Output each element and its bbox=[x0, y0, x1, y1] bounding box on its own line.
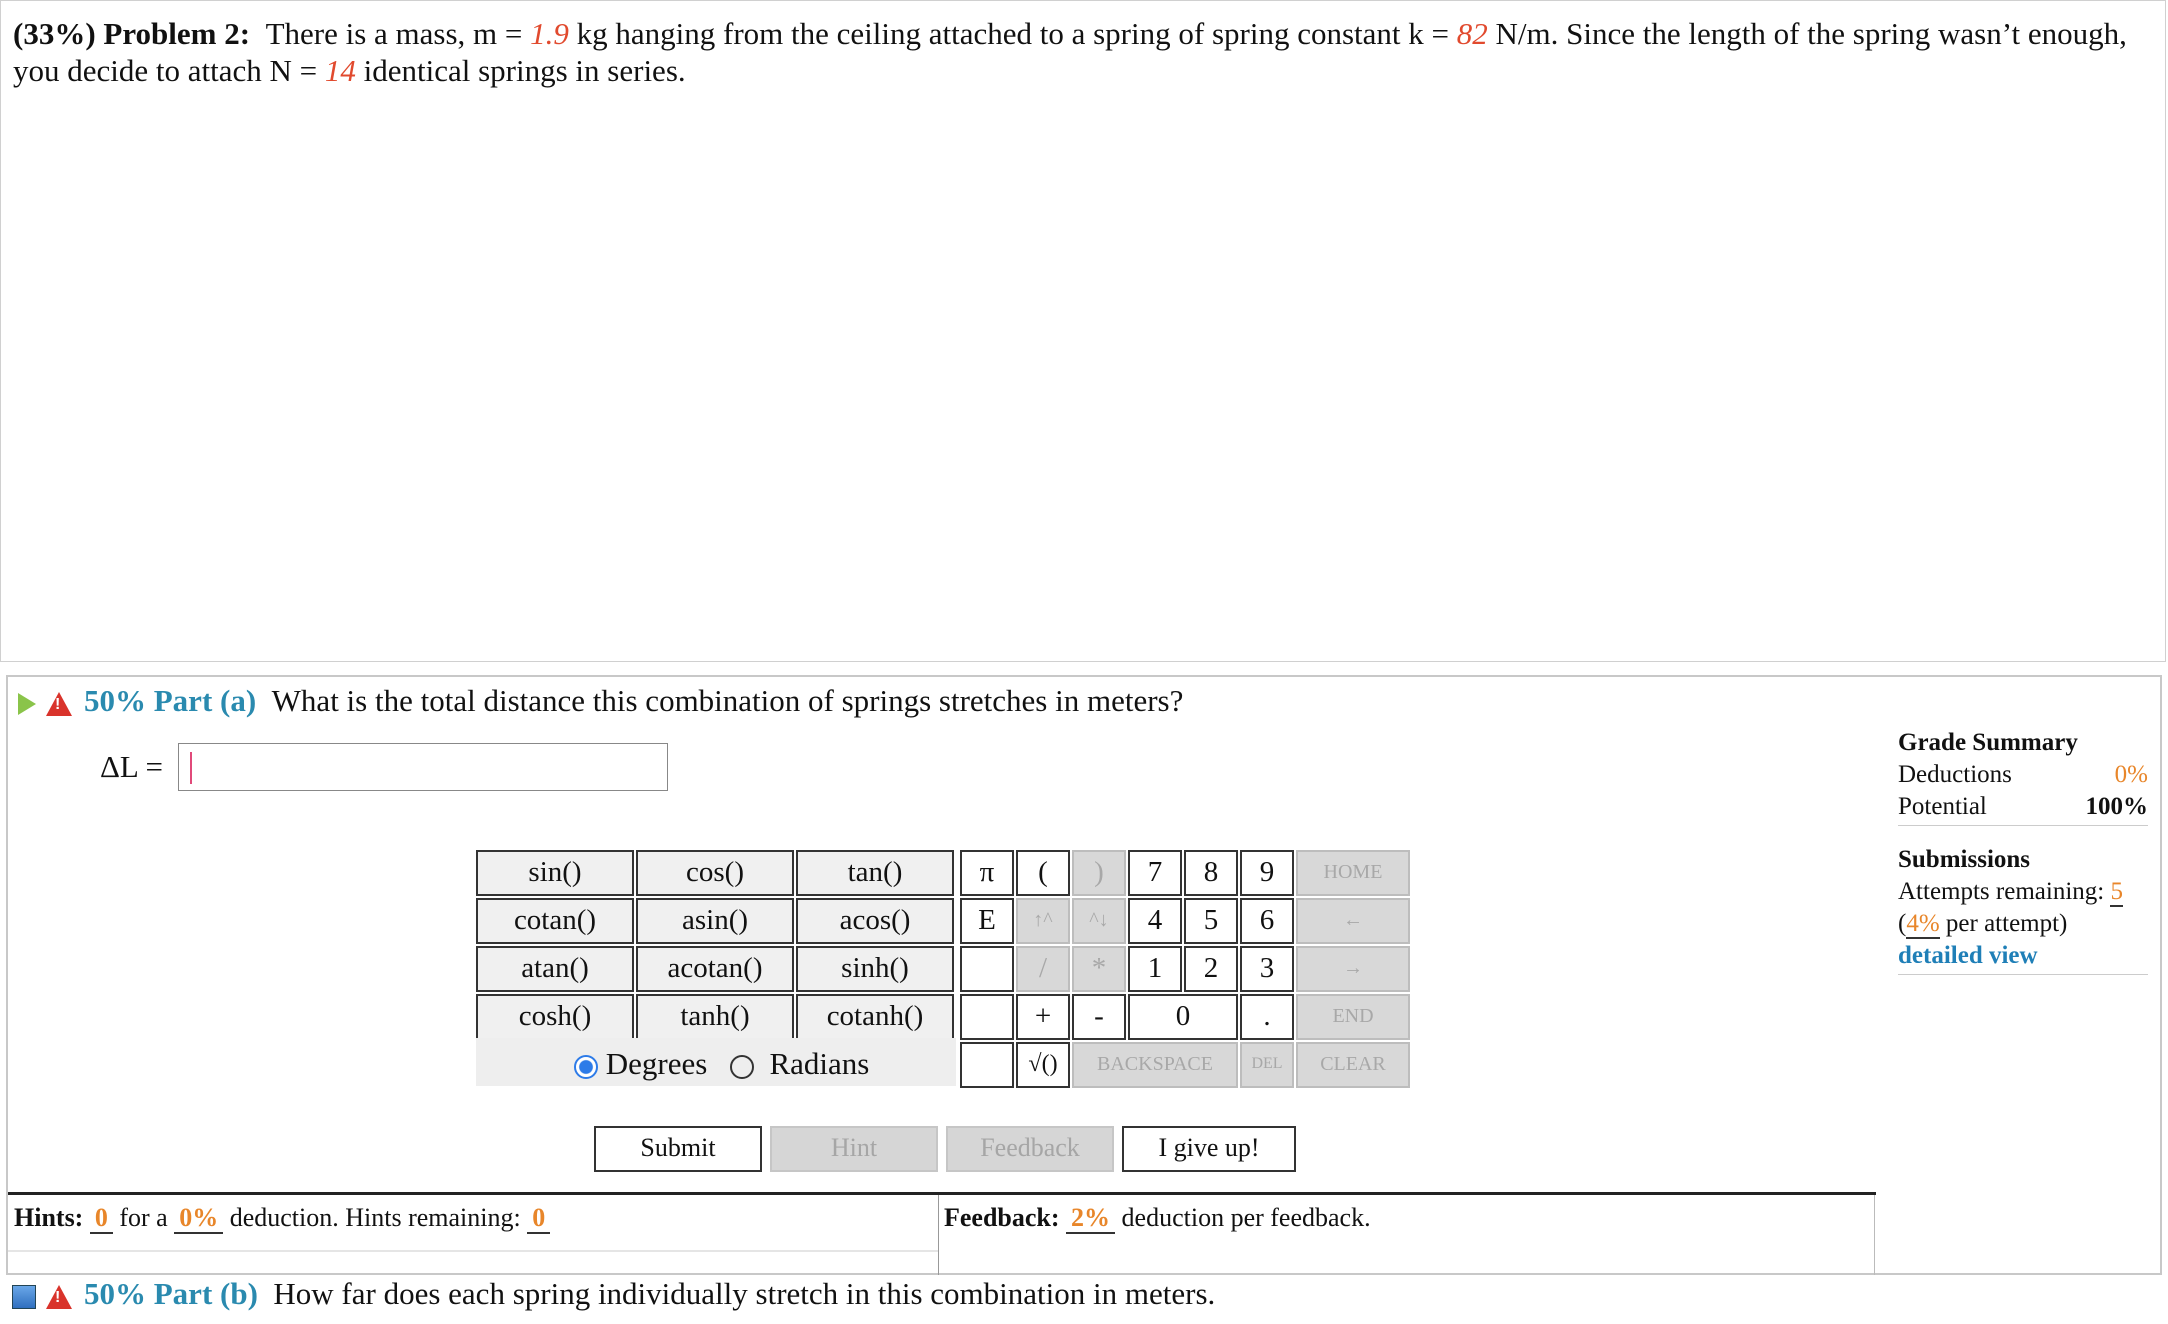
per-attempt-value: 4% bbox=[1906, 910, 1940, 937]
end-button[interactable]: END bbox=[1296, 994, 1410, 1040]
sin-button[interactable]: sin() bbox=[476, 850, 634, 896]
answer-label: ΔL = bbox=[100, 749, 163, 784]
problem-text-part: N/m. Since the length of the spring wasn’t enough, you decide to attach N = bbox=[13, 16, 2127, 88]
grade-summary-title: Grade Summary bbox=[1898, 729, 2078, 756]
radio-unselected-icon[interactable] bbox=[730, 1055, 754, 1079]
right-paren-button[interactable]: ) bbox=[1072, 850, 1126, 896]
play-icon[interactable] bbox=[18, 693, 36, 715]
blank-key bbox=[960, 1042, 1014, 1088]
digit-7-button[interactable]: 7 bbox=[1128, 850, 1182, 896]
hint-button[interactable]: Hint bbox=[770, 1126, 938, 1172]
angle-mode-selector bbox=[476, 1038, 956, 1086]
digit-4-button[interactable]: 4 bbox=[1128, 898, 1182, 944]
hints-count: 0 bbox=[90, 1203, 113, 1234]
blank-key bbox=[960, 994, 1014, 1040]
part-a-label: 50% Part (a) bbox=[84, 683, 257, 718]
radians-label: Radians bbox=[769, 1046, 870, 1081]
hints-text: deduction. Hints remaining: bbox=[223, 1203, 528, 1232]
digit-2-button[interactable]: 2 bbox=[1184, 946, 1238, 992]
problem-text bbox=[13, 15, 2153, 89]
tanh-button[interactable]: tanh() bbox=[636, 994, 794, 1040]
digit-8-button[interactable]: 8 bbox=[1184, 850, 1238, 896]
left-paren-button[interactable]: ( bbox=[1016, 850, 1070, 896]
power-down-button[interactable]: ^↓ bbox=[1072, 898, 1126, 944]
divider bbox=[1874, 1195, 1875, 1275]
digit-5-button[interactable]: 5 bbox=[1184, 898, 1238, 944]
cotan-button[interactable]: cotan() bbox=[476, 898, 634, 944]
hints-label: Hints: bbox=[14, 1203, 84, 1232]
feedback-text: deduction per feedback. bbox=[1115, 1203, 1371, 1232]
degrees-label: Degrees bbox=[605, 1046, 708, 1081]
deductions-value: 0% bbox=[2114, 761, 2148, 788]
acos-button[interactable]: acos() bbox=[796, 898, 954, 944]
warning-icon bbox=[46, 1285, 72, 1309]
grade-summary bbox=[1898, 727, 2148, 975]
feedback-info bbox=[944, 1203, 1371, 1233]
delete-button[interactable]: DEL bbox=[1240, 1042, 1294, 1088]
cursor-left-button[interactable]: ← bbox=[1296, 898, 1410, 944]
divide-button[interactable]: / bbox=[1016, 946, 1070, 992]
spring-constant-value: 82 bbox=[1456, 16, 1488, 51]
digit-1-button[interactable]: 1 bbox=[1128, 946, 1182, 992]
problem-weight: (33%) bbox=[13, 16, 96, 51]
attempts-label: Attempts remaining: bbox=[1898, 878, 2105, 905]
digit-0-button[interactable]: 0 bbox=[1128, 994, 1238, 1040]
part-b-header[interactable] bbox=[12, 1276, 1215, 1312]
potential-value: 100% bbox=[2085, 793, 2148, 820]
submit-button[interactable]: Submit bbox=[594, 1126, 762, 1172]
potential-label: Potential bbox=[1898, 793, 1987, 820]
text-caret bbox=[190, 752, 192, 784]
mass-value: 1.9 bbox=[530, 16, 569, 51]
radians-option[interactable] bbox=[730, 1046, 869, 1082]
hint-deduction: 0% bbox=[174, 1203, 223, 1234]
radio-selected-icon[interactable] bbox=[574, 1055, 598, 1079]
cosh-button[interactable]: cosh() bbox=[476, 994, 634, 1040]
attempts-value: 5 bbox=[2110, 878, 2123, 905]
answer-input[interactable] bbox=[178, 743, 668, 791]
power-up-button[interactable]: ↑^ bbox=[1016, 898, 1070, 944]
divider bbox=[8, 1250, 938, 1252]
cotanh-button[interactable]: cotanh() bbox=[796, 994, 954, 1040]
give-up-button[interactable]: I give up! bbox=[1122, 1126, 1296, 1172]
multiply-button[interactable]: * bbox=[1072, 946, 1126, 992]
problem-statement-panel bbox=[0, 0, 2166, 662]
hints-text: for a bbox=[112, 1203, 175, 1232]
document-icon[interactable] bbox=[12, 1285, 36, 1309]
atan-button[interactable]: atan() bbox=[476, 946, 634, 992]
problem-text-part: There is a mass, m = bbox=[265, 16, 531, 51]
digit-9-button[interactable]: 9 bbox=[1240, 850, 1294, 896]
part-a-header bbox=[18, 683, 1183, 719]
problem-text-part: identical springs in series. bbox=[355, 53, 686, 88]
sqrt-button[interactable]: √() bbox=[1016, 1042, 1070, 1088]
home-button[interactable]: HOME bbox=[1296, 850, 1410, 896]
divider bbox=[1898, 974, 2148, 975]
asin-button[interactable]: asin() bbox=[636, 898, 794, 944]
sinh-button[interactable]: sinh() bbox=[796, 946, 954, 992]
part-a-question: What is the total distance this combination of springs stretches in meters? bbox=[271, 683, 1184, 718]
part-b-question: How far does each spring individually stretch in this combination in meters. bbox=[273, 1276, 1216, 1311]
problem-title: Problem 2: bbox=[103, 16, 251, 51]
warning-icon bbox=[46, 692, 72, 716]
hints-info bbox=[14, 1203, 550, 1233]
tan-button[interactable]: tan() bbox=[796, 850, 954, 896]
spring-count-value: 14 bbox=[324, 53, 356, 88]
part-b-label: 50% Part (b) bbox=[84, 1276, 258, 1311]
blank-key bbox=[960, 946, 1014, 992]
backspace-button[interactable]: BACKSPACE bbox=[1072, 1042, 1238, 1088]
decimal-button[interactable]: . bbox=[1240, 994, 1294, 1040]
hints-feedback-bar bbox=[8, 1192, 1876, 1275]
divider bbox=[938, 1195, 939, 1275]
part-a-panel bbox=[6, 675, 2162, 1275]
digit-3-button[interactable]: 3 bbox=[1240, 946, 1294, 992]
plus-button[interactable]: + bbox=[1016, 994, 1070, 1040]
deductions-label: Deductions bbox=[1898, 761, 2012, 788]
feedback-label: Feedback: bbox=[944, 1203, 1060, 1232]
cursor-right-button[interactable]: → bbox=[1296, 946, 1410, 992]
minus-button[interactable]: - bbox=[1072, 994, 1126, 1040]
acotan-button[interactable]: acotan() bbox=[636, 946, 794, 992]
exponent-button[interactable]: E bbox=[960, 898, 1014, 944]
cos-button[interactable]: cos() bbox=[636, 850, 794, 896]
submissions-title: Submissions bbox=[1898, 846, 2031, 873]
degrees-option[interactable] bbox=[574, 1046, 707, 1082]
per-attempt-prefix: ( bbox=[1898, 910, 1907, 937]
feedback-button[interactable]: Feedback bbox=[946, 1126, 1114, 1172]
feedback-deduction: 2% bbox=[1066, 1203, 1115, 1234]
per-attempt-suffix: per attempt) bbox=[1939, 910, 2068, 937]
pi-button[interactable]: π bbox=[960, 850, 1014, 896]
detailed-view-link[interactable]: detailed view bbox=[1898, 942, 2038, 969]
hints-remaining: 0 bbox=[527, 1203, 550, 1234]
digit-6-button[interactable]: 6 bbox=[1240, 898, 1294, 944]
clear-button[interactable]: CLEAR bbox=[1296, 1042, 1410, 1088]
problem-text-part: kg hanging from the ceiling attached to a spring of spring constant k = bbox=[568, 16, 1457, 51]
